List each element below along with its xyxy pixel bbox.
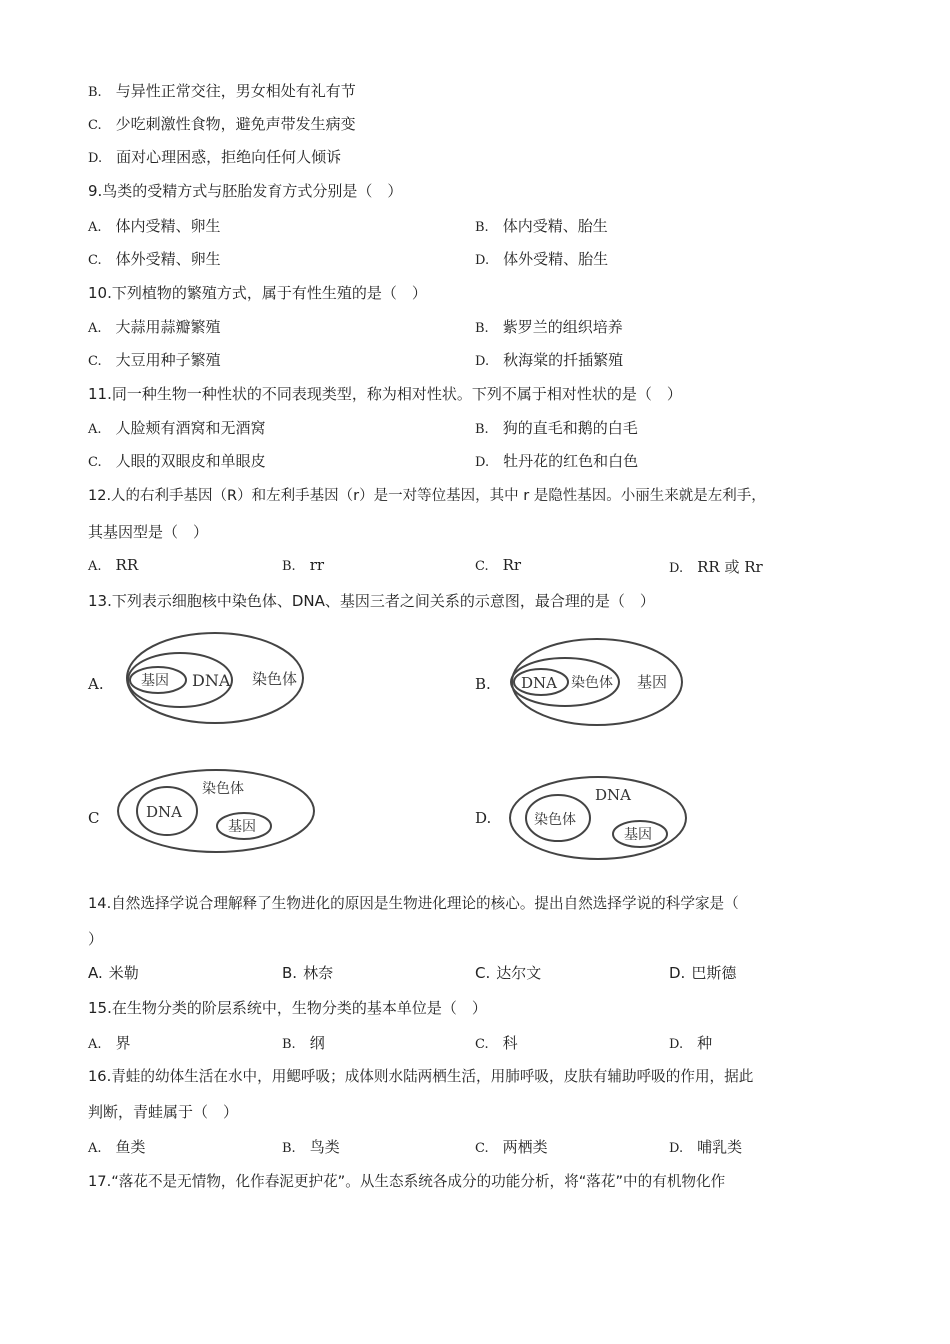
option-letter: B. — [282, 559, 296, 574]
q12-stem-line2: 其基因型是（ ） — [88, 523, 209, 541]
q16-option-b — [282, 1136, 340, 1157]
q13-label-a: A. — [88, 675, 104, 693]
q17-stem: 17.“落花不是无情物，化作春泥更护花”。从生态系统各成分的功能分析，将“落花”中的有机物化作 — [88, 1173, 726, 1190]
diagram-text: 基因 — [228, 819, 256, 835]
q13-diagram-a — [120, 628, 320, 728]
diagram-text: DNA — [521, 674, 557, 692]
diagram-text: 染色体 — [252, 670, 298, 688]
option-text: 狗的直毛和鹅的白毛 — [502, 419, 638, 437]
option-text: 科 — [502, 1034, 518, 1052]
q13-label-c: C — [88, 809, 100, 827]
option-text: 大豆用种子繁殖 — [115, 351, 221, 369]
q13-diagram-c — [112, 764, 327, 859]
diagram-text: DNA — [192, 671, 231, 690]
option-letter: A. — [88, 1037, 102, 1052]
option-text: 体外受精、卵生 — [115, 250, 221, 268]
q12-option-c — [475, 556, 521, 574]
q10-stem: 10.下列植物的繁殖方式，属于有性生殖的是（ ） — [88, 284, 427, 302]
option-letter: C. — [475, 1037, 489, 1052]
diagram-text: 基因 — [624, 827, 652, 843]
q14-option-c — [475, 962, 541, 983]
q16-stem-line2: 判断，青蛙属于（ ） — [88, 1103, 239, 1121]
q12-option-b — [282, 556, 324, 574]
option-text: 种 — [697, 1034, 713, 1052]
q15-option-c — [475, 1032, 518, 1053]
q15-option-d — [669, 1032, 712, 1053]
q10-option-d — [475, 349, 623, 370]
option-text: 秋海棠的扦插繁殖 — [503, 351, 624, 369]
option-text: 界 — [115, 1034, 131, 1052]
option-text: Rr — [502, 556, 522, 574]
option-letter: C. — [88, 253, 102, 268]
option-text: 纲 — [309, 1034, 325, 1052]
option-letter: B. — [88, 85, 102, 100]
q10-option-b — [475, 316, 623, 337]
option-letter: C. — [475, 559, 489, 574]
option-letter: D. — [475, 354, 490, 369]
q11-option-c — [88, 450, 266, 471]
option-letter: B. — [282, 964, 298, 982]
option-letter: B. — [282, 1141, 296, 1156]
option-letter: B. — [475, 220, 489, 235]
option-text: 体外受精、胎生 — [503, 250, 609, 268]
option-letter: A. — [88, 422, 102, 437]
option-letter: D. — [669, 1037, 684, 1052]
q11-option-a — [88, 417, 266, 438]
q9-option-b — [475, 215, 608, 236]
q8-option-b — [88, 80, 356, 101]
q13-diagram-b — [505, 632, 695, 732]
option-letter: C. — [88, 455, 102, 470]
option-letter: B. — [282, 1037, 296, 1052]
option-letter: C. — [475, 1141, 489, 1156]
q11-option-d — [475, 450, 638, 471]
q12-option-d — [669, 556, 763, 577]
option-letter: D. — [669, 561, 684, 576]
option-text: 人眼的双眼皮和单眼皮 — [115, 452, 266, 470]
q16-option-c — [475, 1136, 548, 1157]
option-letter: A. — [88, 220, 102, 235]
q13-stem: 13.下列表示细胞核中染色体、DNA、基因三者之间关系的示意图，最合理的是（ ） — [88, 592, 655, 610]
q14-option-b — [282, 962, 333, 983]
option-text: 面对心理困惑，拒绝向任何人倾诉 — [116, 148, 342, 166]
option-letter: D. — [669, 1141, 684, 1156]
option-text: RR — [115, 556, 139, 574]
q12-stem-line1: 12.人的右利手基因（R）和左利手基因（r）是一对等位基因，其中 r 是隐性基因。小丽生来就是左利手， — [88, 488, 766, 504]
option-text: 体内受精、卵生 — [115, 217, 221, 235]
q13-diagram-d — [505, 772, 695, 867]
option-text: 牡丹花的红色和白色 — [503, 452, 639, 470]
q8-option-d — [88, 146, 341, 167]
diagram-text: 染色体 — [534, 812, 576, 828]
q11-option-b — [475, 417, 638, 438]
option-letter: A. — [88, 321, 102, 336]
diagram-text: 基因 — [141, 673, 169, 689]
option-letter: C. — [475, 964, 491, 982]
option-text: 林奈 — [303, 964, 334, 982]
option-text: RR 或 Rr — [697, 558, 763, 576]
option-text: 大蒜用蒜瓣繁殖 — [115, 318, 221, 336]
q12-option-a — [88, 556, 138, 574]
diagram-text: DNA — [595, 786, 631, 804]
option-letter: C. — [88, 354, 102, 369]
q11-stem: 11.同一种生物一种性状的不同表现类型，称为相对性状。下列不属于相对性状的是（ ） — [88, 385, 682, 403]
option-text: 巴斯德 — [691, 964, 737, 982]
q9-option-c — [88, 248, 221, 269]
option-letter: A. — [88, 1141, 102, 1156]
q13-label-d: D. — [475, 809, 492, 827]
diagram-text: DNA — [146, 803, 182, 821]
q14-stem-line1: 14.自然选择学说合理解释了生物进化的原因是生物进化理论的核心。提出自然选择学说的科学家是（ — [88, 895, 739, 912]
q16-option-d — [669, 1136, 742, 1157]
q14-option-a — [88, 962, 139, 983]
option-letter: D. — [475, 253, 490, 268]
option-letter: C. — [88, 118, 102, 133]
diagram-text: 基因 — [637, 673, 668, 691]
q14-option-d — [669, 962, 736, 983]
option-letter: A. — [88, 559, 102, 574]
option-text: 体内受精、胎生 — [502, 217, 608, 235]
q15-option-b — [282, 1032, 325, 1053]
option-text: 两栖类 — [502, 1138, 548, 1156]
option-text: 人脸颊有酒窝和无酒窝 — [115, 419, 266, 437]
option-text: 达尔文 — [496, 964, 542, 982]
q9-option-a — [88, 215, 221, 236]
option-text: rr — [309, 556, 325, 574]
q16-stem-line1: 16.青蛙的幼体生活在水中，用鳃呼吸；成体则水陆两栖生活，用肺呼吸，皮肤有辅助呼吸的作用，据此 — [88, 1068, 754, 1085]
option-text: 米勒 — [108, 964, 139, 982]
option-text: 与异性正常交往，男女相处有礼有节 — [115, 82, 356, 100]
q15-option-a — [88, 1032, 131, 1053]
q10-option-a — [88, 316, 221, 337]
diagram-text: 染色体 — [571, 675, 613, 691]
option-letter: B. — [475, 321, 489, 336]
option-text: 紫罗兰的组织培养 — [502, 318, 623, 336]
q9-stem: 9.鸟类的受精方式与胚胎发育方式分别是（ ） — [88, 182, 403, 200]
q14-stem-line2: ） — [88, 930, 104, 948]
q15-stem: 15.在生物分类的阶层系统中，生物分类的基本单位是（ ） — [88, 999, 487, 1017]
option-letter: A. — [88, 964, 103, 982]
diagram-text: 染色体 — [202, 781, 244, 797]
option-letter: D. — [475, 455, 490, 470]
option-text: 鱼类 — [115, 1138, 146, 1156]
option-letter: B. — [475, 422, 489, 437]
q13-label-b: B. — [475, 675, 491, 693]
q8-option-c — [88, 113, 356, 134]
q16-option-a — [88, 1136, 146, 1157]
q9-option-d — [475, 248, 608, 269]
option-text: 鸟类 — [309, 1138, 340, 1156]
option-text: 少吃刺激性食物，避免声带发生病变 — [115, 115, 356, 133]
q10-option-c — [88, 349, 221, 370]
option-text: 哺乳类 — [697, 1138, 743, 1156]
option-letter: D. — [88, 151, 103, 166]
option-letter: D. — [669, 964, 686, 982]
